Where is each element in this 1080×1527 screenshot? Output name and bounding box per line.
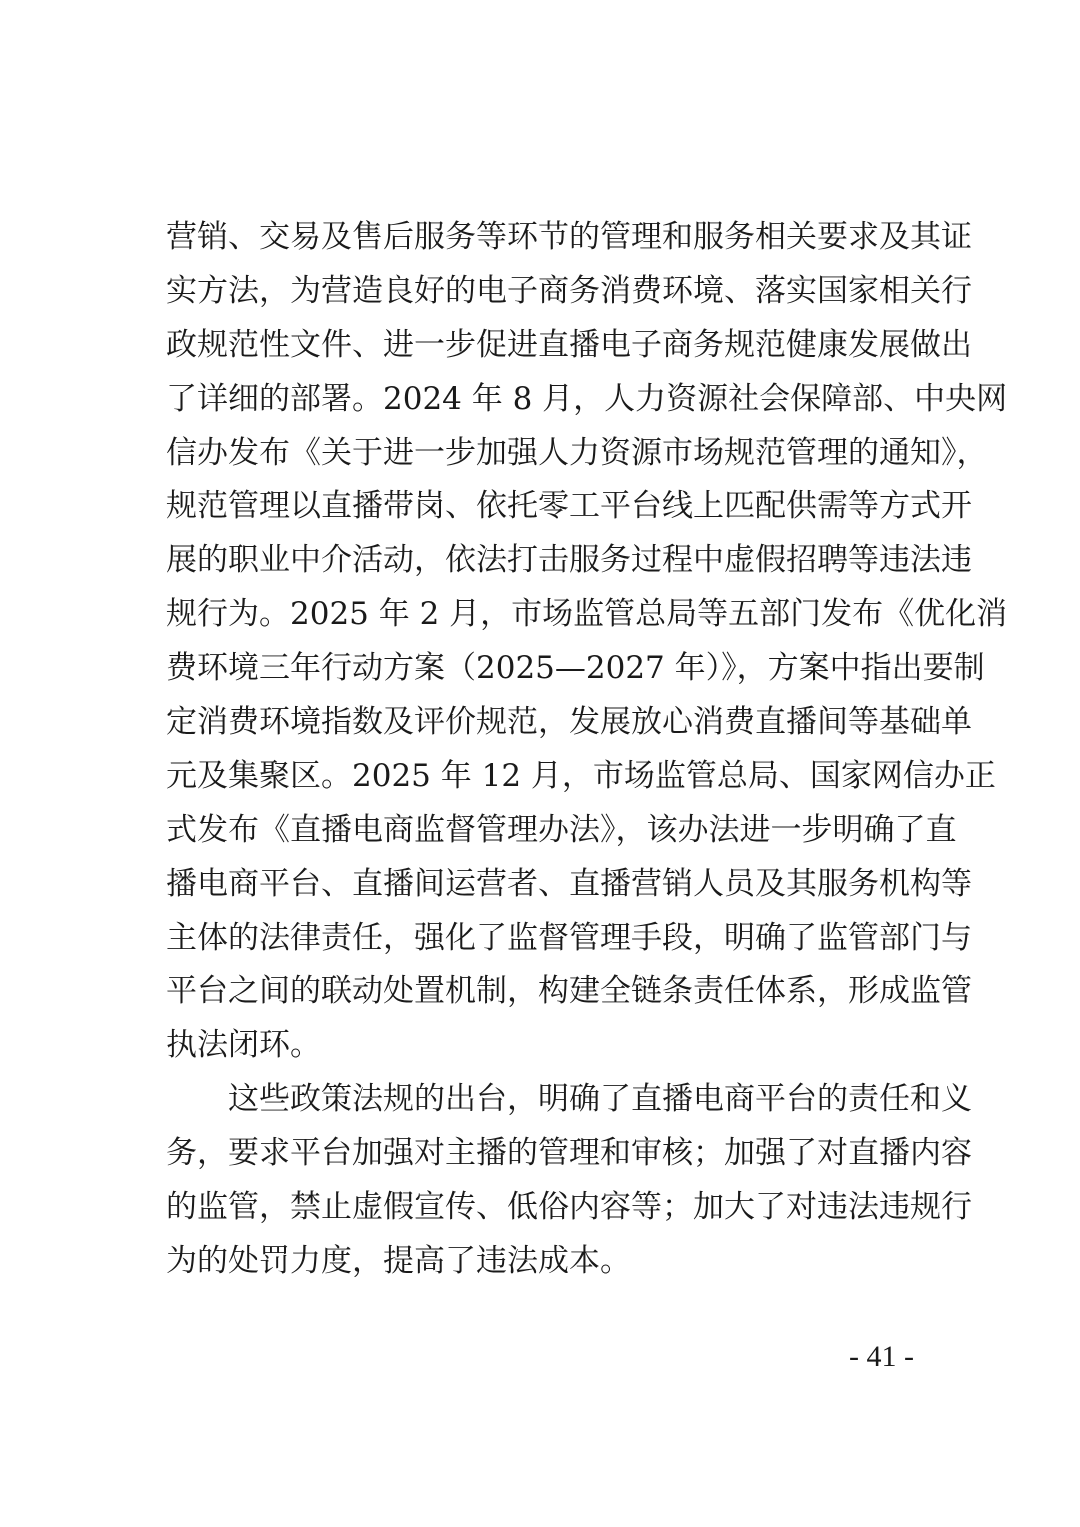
text-line: 执法闭环。	[166, 1027, 321, 1064]
text-line: 政规范性文件、进一步促进直播电子商务规范健康发展做出	[166, 326, 972, 363]
page-number: - 41 -	[849, 1340, 914, 1373]
text-line: 这些政策法规的出台，明确了直播电商平台的责任和义	[228, 1081, 972, 1118]
paragraph-2	[166, 1073, 972, 1289]
text-line: 信办发布《关于进一步加强人力资源市场规范管理的通知》，	[166, 434, 988, 471]
text-line: 规范管理以直播带岗、依托零工平台线上匹配供需等方式开	[166, 488, 972, 525]
text-line: 平台之间的联动处置机制，构建全链条责任体系，形成监管	[166, 973, 972, 1010]
text-line: 了详细的部署。2024 年 8 月，人力资源社会保障部、中央网	[166, 380, 1008, 417]
text-line: 规行为。2025 年 2 月，市场监管总局等五部门发布《优化消	[166, 596, 1008, 633]
paragraph-1	[166, 211, 1008, 1073]
text-line: 主体的法律责任，强化了监督管理手段，明确了监管部门与	[166, 919, 972, 956]
text-line: 元及集聚区。2025 年 12 月，市场监管总局、国家网信办正	[166, 757, 996, 794]
text-line: 费环境三年行动方案（2025—2027 年）》，方案中指出要制	[166, 650, 985, 687]
body-text	[166, 211, 1008, 1289]
text-line: 为的处罚力度，提高了违法成本。	[166, 1242, 631, 1279]
text-line: 务，要求平台加强对主播的管理和审核；加强了对直播内容	[166, 1135, 972, 1172]
text-line: 式发布《直播电商监督管理办法》，该办法进一步明确了直	[166, 811, 957, 848]
text-line: 的监管，禁止虚假宣传、低俗内容等；加大了对违法违规行	[166, 1189, 972, 1226]
text-line: 营销、交易及售后服务等环节的管理和服务相关要求及其证	[166, 219, 972, 255]
text-line: 实方法，为营造良好的电子商务消费环境、落实国家相关行	[166, 272, 972, 309]
text-line: 定消费环境指数及评价规范，发展放心消费直播间等基础单	[166, 704, 972, 741]
text-line: 展的职业中介活动，依法打击服务过程中虚假招聘等违法违	[166, 542, 972, 579]
text-line: 播电商平台、直播间运营者、直播营销人员及其服务机构等	[166, 865, 972, 902]
